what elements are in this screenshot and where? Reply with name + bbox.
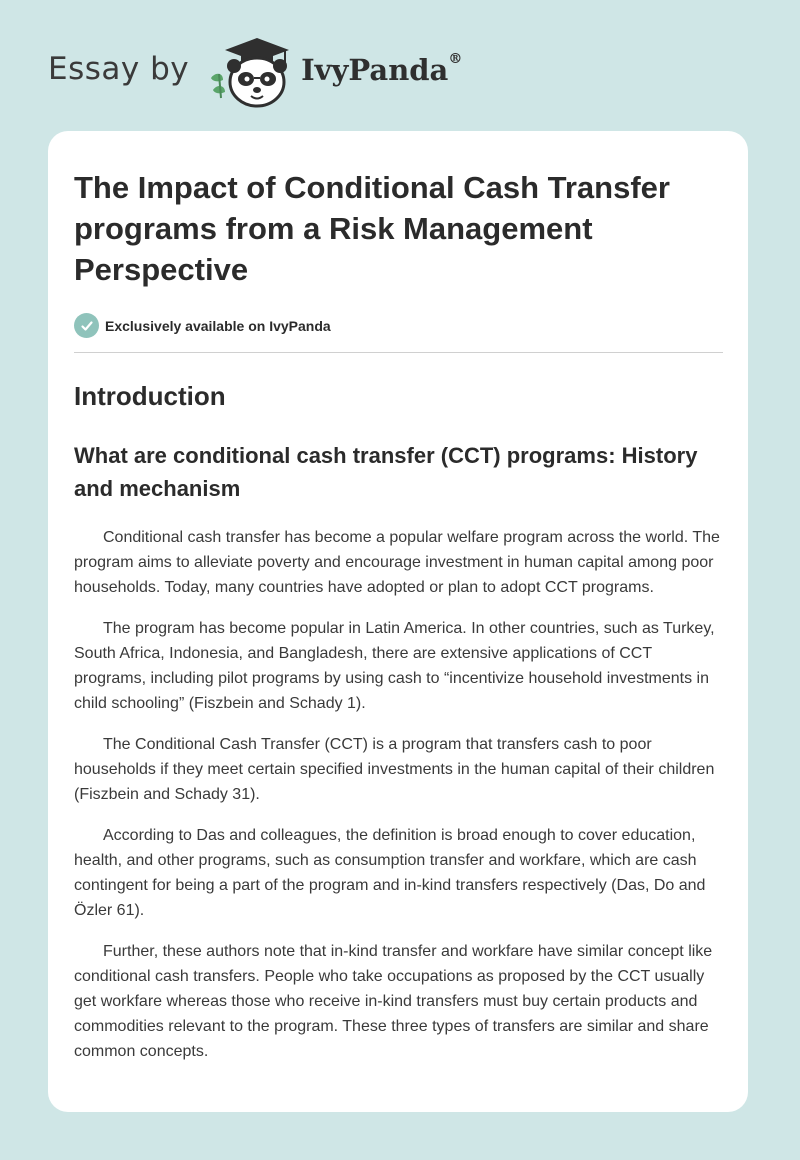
ivy-leaf-icon [211, 74, 225, 98]
exclusive-label: Exclusively available on IvyPanda [105, 317, 331, 334]
paragraph: The program has become popular in Latin America. In other countries, such as Turkey, South Africa, Indonesia, and Bangladesh, there are extensive applications of CCT programs, including pilot programs by using cash to “incentivize household investments in child schooling” (Fiszbein and Schady 1). [74, 620, 715, 712]
divider [74, 352, 723, 353]
page-title: The Impact of Conditional Cash Transfer programs from a Risk Management Perspective [74, 170, 670, 287]
brand-name[interactable] [301, 53, 462, 87]
registered-mark: ® [448, 51, 463, 67]
section-heading: Introduction [74, 381, 226, 411]
panda-graduate-icon[interactable] [205, 34, 295, 110]
brand-label: IvyPanda [301, 53, 449, 87]
paragraph: Further, these authors note that in-kind transfer and workfare have similar concept like conditional cash transfers. People who take occupations as proposed by the CCT usually get workfare whereas those who receive in-kind transfers must buy certain products and commodities relevant to the program. These three types of transfers are similar and share common concepts. [74, 943, 713, 1060]
paragraph: The Conditional Cash Transfer (CCT) is a program that transfers cash to poor households if they meet certain specified investments in the human capital of their children (Fiszbein and Schady 31). [74, 736, 715, 803]
subsection-heading: What are conditional cash transfer (CCT) programs: History and mechanism [74, 443, 698, 501]
essay-card [48, 131, 748, 1112]
site-header [48, 34, 462, 110]
check-icon [74, 313, 99, 338]
paragraph: According to Das and colleagues, the definition is broad enough to cover education, health, and other programs, such as consumption transfer and workfare, which are cash contingent for being a part of the program and in-kind transfers respectively (Das, Do and Özler 61). [74, 827, 706, 919]
paragraph: Conditional cash transfer has become a popular welfare program across the world. The program aims to alleviate poverty and encourage investment in human capital among poor households. Today, many countries have adopted or plan to adopt CCT programs. [74, 529, 720, 596]
essay-by-label: Essay by [48, 51, 190, 87]
exclusive-badge [74, 313, 722, 338]
